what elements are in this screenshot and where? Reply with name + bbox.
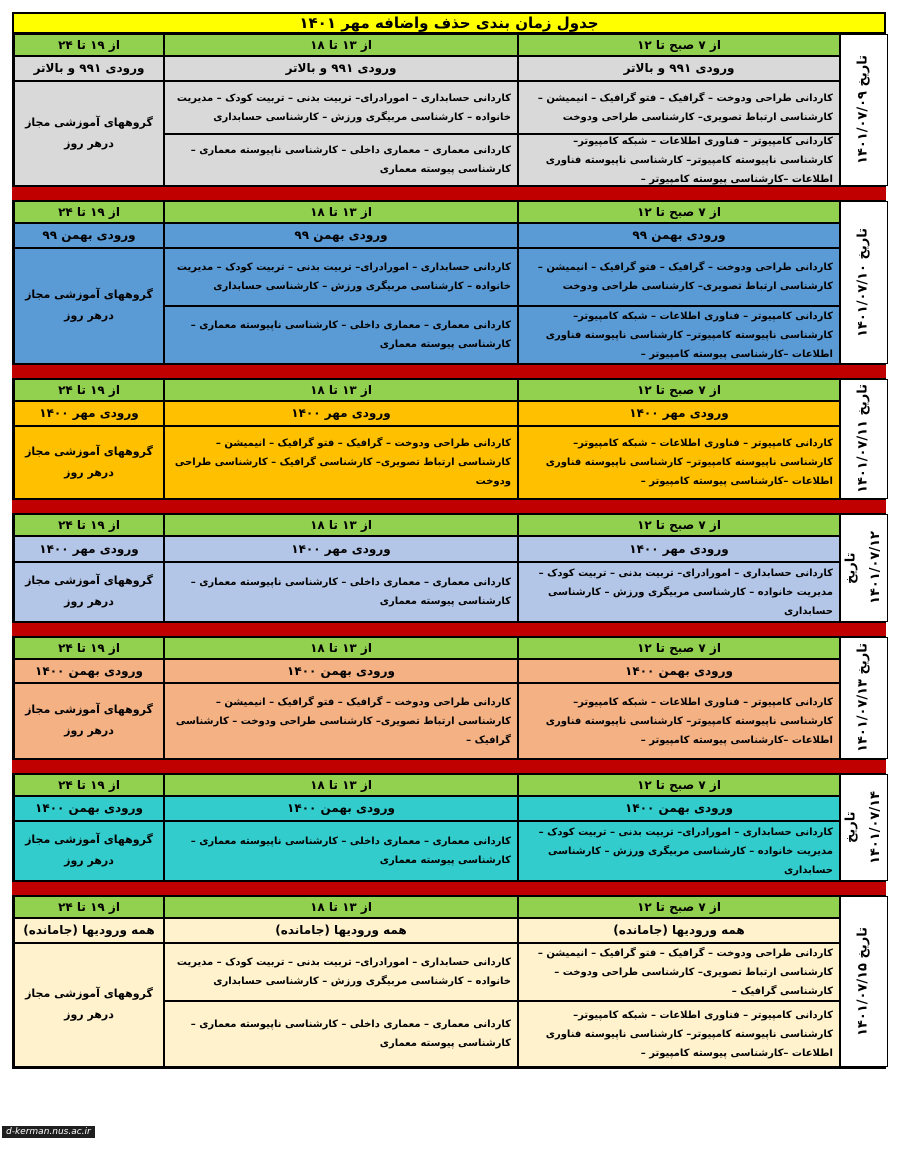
afternoon-groups-a: کاردانی حسابداری – امورادرای– تربیت بدنی – تربیت کودک – مدیریت خانواده – کارشناسی مربیگری ورزش – کارشناسی حسابداری — [164, 943, 518, 1001]
block-separator — [12, 622, 886, 637]
allowed-groups-label: گروههای آموزشی مجاز درهر روز — [14, 683, 164, 759]
entry-afternoon: همه ورودیها (جامانده) — [164, 918, 518, 943]
slot-header-evening: از ۱۹ تا ۲۴ — [14, 34, 164, 56]
morning-groups-b: کاردانی کامپیوتر – فناوری اطلاعات – شبکه کامپیوتر–کارشناسی ناپیوسته کامپیوتر– کارشناسی ناپیوسته فناوری اطلاعات –کارشناسی پیوسته کامپیوتر – — [518, 306, 840, 364]
slot-header-afternoon: از ۱۳ تا ۱۸ — [164, 34, 518, 56]
morning-groups-a: کاردانی طراحی ودوخت – گرافیک – فتو گرافیک – انیمیشن – کارشناسی ارتباط تصویری– کارشناسی طراحی ودوخت — [518, 81, 840, 134]
afternoon-groups: کاردانی معماری – معماری داخلی – کارشناسی ناپیوسته معماری – کارشناسی پیوسته معماری — [164, 562, 518, 622]
entry-morning: ورودی مهر ۱۴۰۰ — [518, 401, 840, 426]
block-separator — [12, 364, 886, 379]
block-separator — [12, 759, 886, 774]
allowed-groups-label: گروههای آموزشی مجاز درهر روز — [14, 821, 164, 881]
slot-header-afternoon: از ۱۳ تا ۱۸ — [164, 774, 518, 796]
entry-morning: ورودی بهمن ۱۴۰۰ — [518, 659, 840, 683]
entry-morning: ورودی مهر ۱۴۰۰ — [518, 536, 840, 562]
day-block-3 — [12, 379, 886, 499]
entry-evening: همه ورودیها (جامانده) — [14, 918, 164, 943]
day-block-2 — [12, 201, 886, 364]
entry-afternoon: ورودی بهمن ۹۹ — [164, 223, 518, 248]
afternoon-groups-b: کاردانی معماری – معماری داخلی – کارشناسی ناپیوسته معماری – کارشناسی پیوسته معماری — [164, 1001, 518, 1067]
afternoon-groups: کاردانی طراحی ودوخت – گرافیک – فتو گرافیک – انیمیشن – کارشناسی ارتباط تصویری– کارشناسی طراحی ودوخت – کارشناسی گرافیک – — [164, 683, 518, 759]
morning-groups-a: کاردانی طراحی ودوخت – گرافیک – فتو گرافیک – انیمیشن – کارشناسی ارتباط تصویری– کارشناسی طراحی ودوخت — [518, 248, 840, 306]
entry-afternoon: ورودی بهمن ۱۴۰۰ — [164, 796, 518, 821]
date-label: تاریخ ۱۴۰۱/۰۷/۰۹ — [840, 34, 888, 186]
schedule-sheet — [12, 12, 886, 1069]
slot-header-morning: از ۷ صبح تا ۱۲ — [518, 514, 840, 536]
entry-morning: ورودی بهمن ۹۹ — [518, 223, 840, 248]
date-label: تاریخ ۱۴۰۱/۰۷/۱۱ — [840, 379, 888, 499]
entry-afternoon: ورودی مهر ۱۴۰۰ — [164, 401, 518, 426]
date-label: تاریخ ۱۴۰۱/۰۷/۱۴ — [840, 774, 888, 881]
entry-afternoon: ورودی ۹۹۱ و بالاتر — [164, 56, 518, 81]
morning-groups: کاردانی کامپیوتر – فناوری اطلاعات – شبکه کامپیوتر– کارشناسی ناپیوسته کامپیوتر– کارشناسی ناپیوسته فناوری اطلاعات –کارشناسی پیوسته کامپیوتر – — [518, 426, 840, 499]
allowed-groups-label: گروههای آموزشی مجاز درهر روز — [14, 81, 164, 186]
entry-afternoon: ورودی بهمن ۱۴۰۰ — [164, 659, 518, 683]
slot-header-afternoon: از ۱۳ تا ۱۸ — [164, 896, 518, 918]
entry-afternoon: ورودی مهر ۱۴۰۰ — [164, 536, 518, 562]
afternoon-groups: کاردانی طراحی ودوخت – گرافیک – فتو گرافیک – انیمیشن – کارشناسی ارتباط تصویری– کارشناسی گرافیک – کارشناسی طراحی ودوخت — [164, 426, 518, 499]
page-title: جدول زمان بندی حذف واضافه مهر ۱۴۰۱ — [12, 12, 886, 34]
slot-header-morning: از ۷ صبح تا ۱۲ — [518, 34, 840, 56]
day-block-7 — [12, 896, 886, 1069]
allowed-groups-label: گروههای آموزشی مجاز درهر روز — [14, 562, 164, 622]
slot-header-afternoon: از ۱۳ تا ۱۸ — [164, 201, 518, 223]
slot-header-morning: از ۷ صبح تا ۱۲ — [518, 201, 840, 223]
day-block-4 — [12, 514, 886, 622]
site-watermark: d-kerman.nus.ac.ir — [2, 1126, 95, 1138]
slot-header-afternoon: از ۱۳ تا ۱۸ — [164, 514, 518, 536]
day-block-5 — [12, 637, 886, 759]
morning-groups-b: کاردانی کامپیوتر – فناوری اطلاعات – شبکه کامپیوتر– کارشناسی ناپیوسته کامپیوتر– کارشناسی ناپیوسته فناوری اطلاعات –کارشناسی پیوسته کامپیوتر – — [518, 1001, 840, 1067]
morning-groups-b: کاردانی کامپیوتر – فناوری اطلاعات – شبکه کامپیوتر– کارشناسی ناپیوسته کامپیوتر– کارشناسی ناپیوسته فناوری اطلاعات –کارشناسی پیوسته کامپیوتر – — [518, 134, 840, 186]
morning-groups: کاردانی حسابداری – امورادرای– تربیت بدنی – تربیت کودک – مدیریت خانواده – کارشناسی مربیگری ورزش – کارشناسی حسابداری — [518, 562, 840, 622]
slot-header-evening: از ۱۹ تا ۲۴ — [14, 201, 164, 223]
afternoon-groups-a: کاردانی حسابداری – امورادرای– تربیت بدنی – تربیت کودک – مدیریت خانواده – کارشناسی مربیگری ورزش – کارشناسی حسابداری — [164, 81, 518, 134]
date-label: تاریخ ۱۴۰۱/۰۷/۱۵ — [840, 896, 888, 1067]
afternoon-groups-a: کاردانی حسابداری – امورادرای– تربیت بدنی – تربیت کودک – مدیریت خانواده – کارشناسی مربیگری ورزش – کارشناسی حسابداری — [164, 248, 518, 306]
slot-header-evening: از ۱۹ تا ۲۴ — [14, 379, 164, 401]
entry-evening: ورودی ۹۹۱ و بالاتر — [14, 56, 164, 81]
morning-groups: کاردانی حسابداری – امورادرای– تربیت بدنی – تربیت کودک – مدیریت خانواده – کارشناسی مربیگری ورزش – کارشناسی حسابداری — [518, 821, 840, 881]
date-label: تاریخ ۱۴۰۱/۰۷/۱۳ — [840, 637, 888, 759]
morning-groups: کاردانی کامپیوتر – فناوری اطلاعات – شبکه کامپیوتر– کارشناسی ناپیوسته کامپیوتر– کارشناسی ناپیوسته فناوری اطلاعات –کارشناسی پیوسته کامپیوتر – — [518, 683, 840, 759]
slot-header-afternoon: از ۱۳ تا ۱۸ — [164, 637, 518, 659]
slot-header-evening: از ۱۹ تا ۲۴ — [14, 637, 164, 659]
allowed-groups-label: گروههای آموزشی مجاز درهر روز — [14, 248, 164, 364]
day-block-1 — [12, 34, 886, 186]
entry-evening: ورودی مهر ۱۴۰۰ — [14, 536, 164, 562]
slot-header-morning: از ۷ صبح تا ۱۲ — [518, 379, 840, 401]
allowed-groups-label: گروههای آموزشی مجاز درهر روز — [14, 943, 164, 1067]
entry-evening: ورودی مهر ۱۴۰۰ — [14, 401, 164, 426]
day-block-6 — [12, 774, 886, 881]
entry-evening: ورودی بهمن ۹۹ — [14, 223, 164, 248]
entry-evening: ورودی بهمن ۱۴۰۰ — [14, 659, 164, 683]
slot-header-afternoon: از ۱۳ تا ۱۸ — [164, 379, 518, 401]
slot-header-evening: از ۱۹ تا ۲۴ — [14, 896, 164, 918]
morning-groups-a: کاردانی طراحی ودوخت – گرافیک – فتو گرافیک – انیمیشن – کارشناسی ارتباط تصویری– کارشناسی طراحی ودوخت – کارشناسی گرافیک – — [518, 943, 840, 1001]
entry-morning: ورودی ۹۹۱ و بالاتر — [518, 56, 840, 81]
slot-header-morning: از ۷ صبح تا ۱۲ — [518, 637, 840, 659]
date-label: تاریخ ۱۴۰۱/۰۷/۱۰ — [840, 201, 888, 364]
allowed-groups-label: گروههای آموزشی مجاز درهر روز — [14, 426, 164, 499]
slot-header-evening: از ۱۹ تا ۲۴ — [14, 514, 164, 536]
block-separator — [12, 881, 886, 896]
afternoon-groups-b: کاردانی معماری – معماری داخلی – کارشناسی ناپیوسته معماری – کارشناسی پیوسته معماری — [164, 134, 518, 186]
entry-morning: همه ورودیها (جامانده) — [518, 918, 840, 943]
entry-evening: ورودی بهمن ۱۴۰۰ — [14, 796, 164, 821]
date-label: تاریخ ۱۴۰۱/۰۷/۱۲ — [840, 514, 888, 622]
afternoon-groups: کاردانی معماری – معماری داخلی – کارشناسی ناپیوسته معماری – کارشناسی پیوسته معماری — [164, 821, 518, 881]
slot-header-morning: از ۷ صبح تا ۱۲ — [518, 774, 840, 796]
block-separator — [12, 499, 886, 514]
slot-header-morning: از ۷ صبح تا ۱۲ — [518, 896, 840, 918]
slot-header-evening: از ۱۹ تا ۲۴ — [14, 774, 164, 796]
afternoon-groups-b: کاردانی معماری – معماری داخلی – کارشناسی ناپیوسته معماری – کارشناسی پیوسته معماری — [164, 306, 518, 364]
entry-morning: ورودی بهمن ۱۴۰۰ — [518, 796, 840, 821]
